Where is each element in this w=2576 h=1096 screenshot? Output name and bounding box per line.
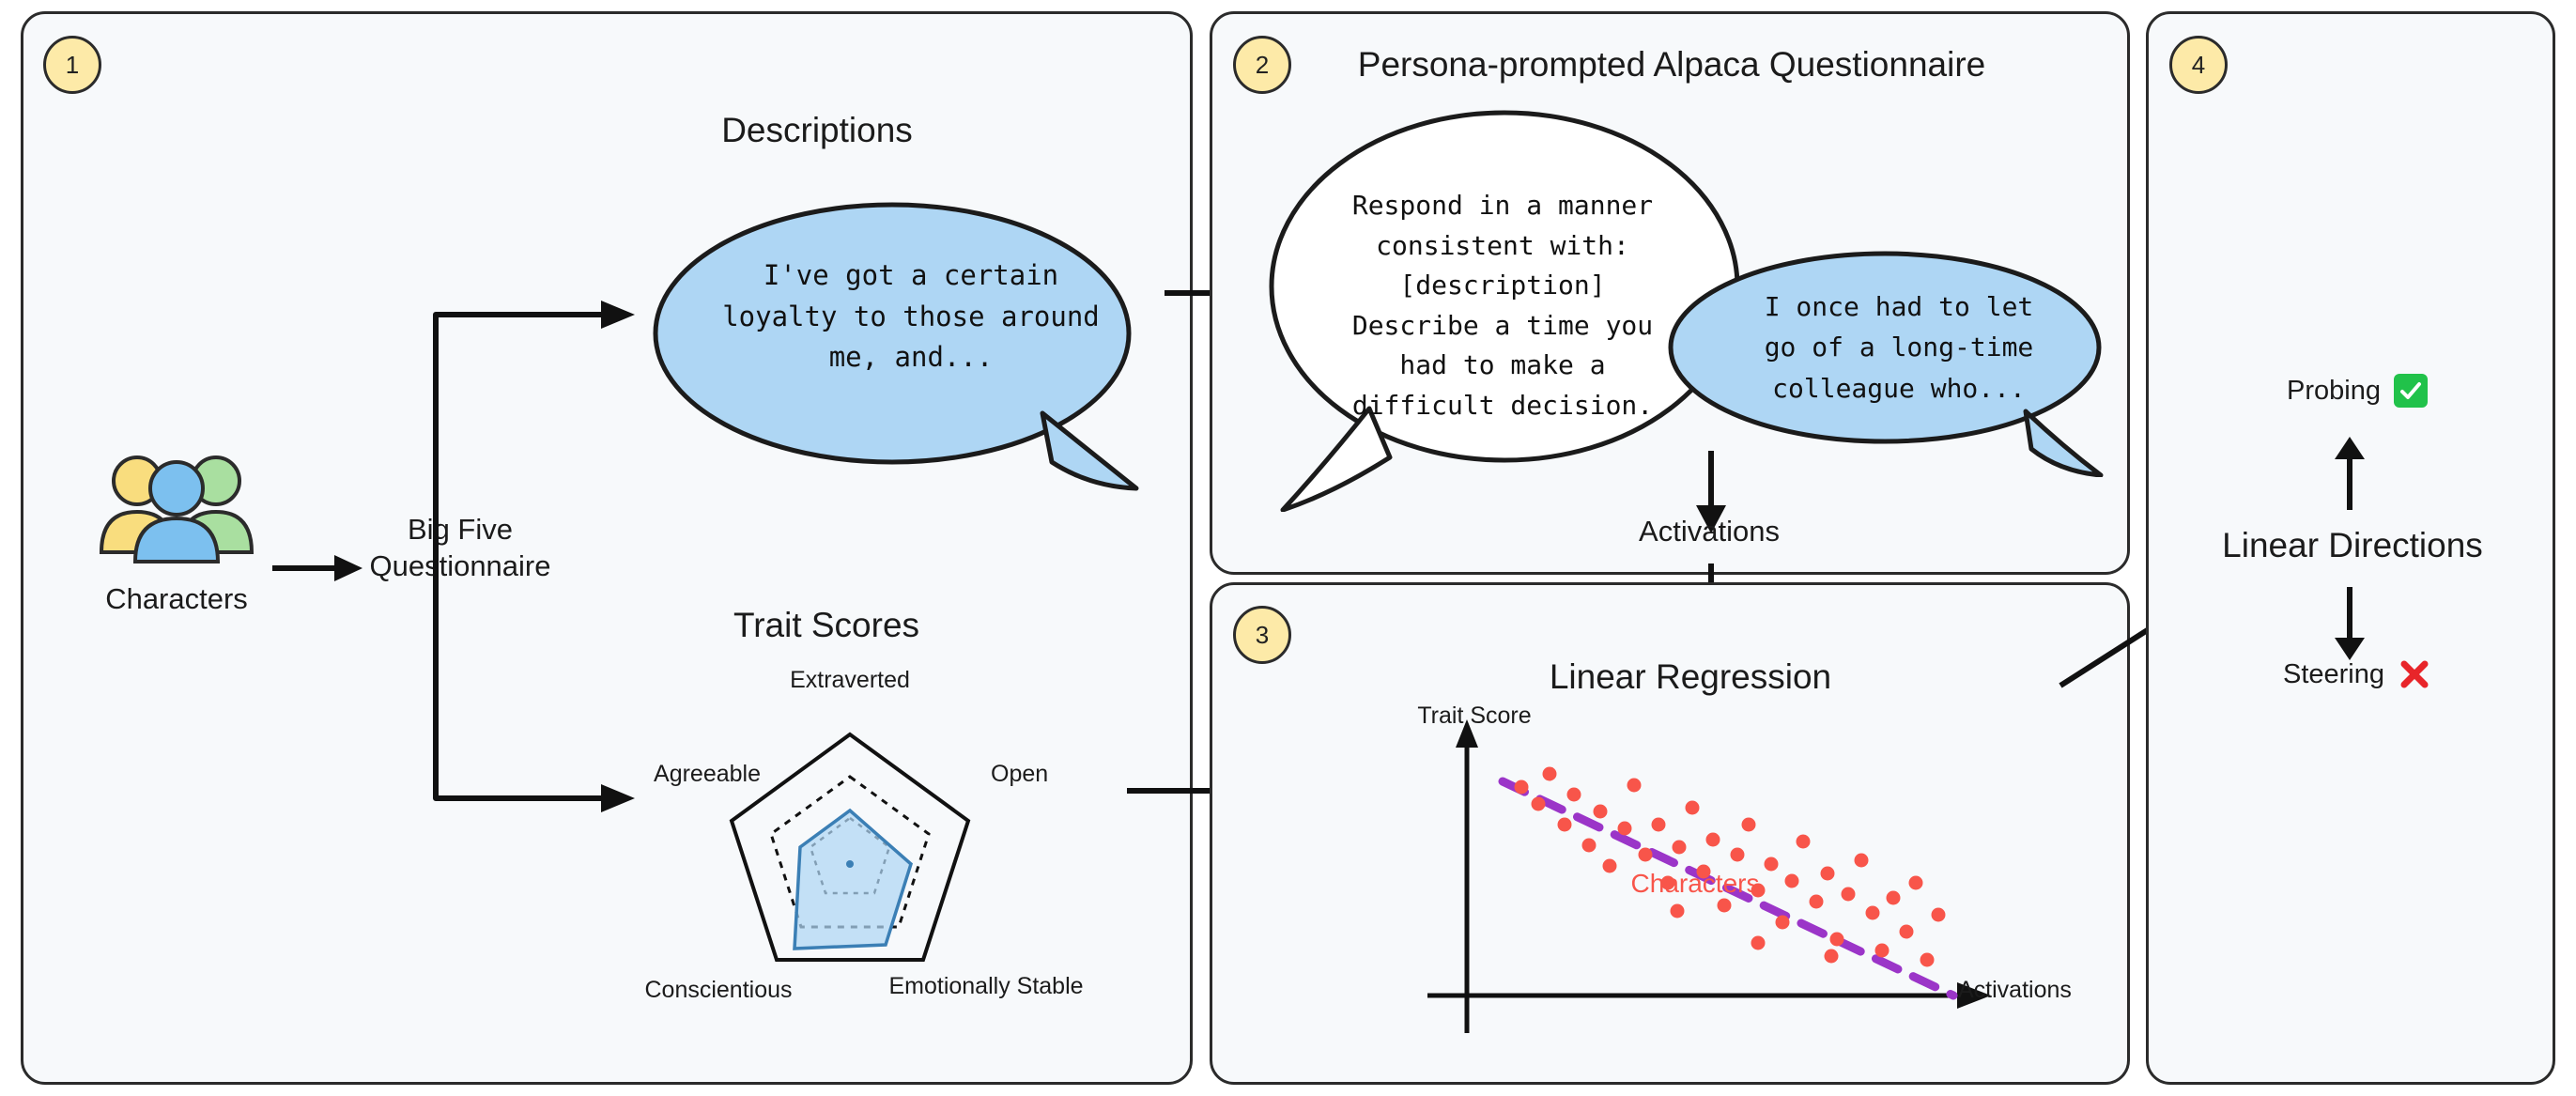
radar-axis-open: Open [991,761,1049,787]
branch-arrows [413,272,657,817]
probing-row [2216,374,2498,408]
response-line-3: colleague who... [1772,372,2026,404]
panel-1-number: 1 [43,36,101,94]
regression-series-label: Characters [1630,869,1760,898]
prompt-line-4: Describe a time you [1351,309,1654,341]
big-five-line-1: Big Five [408,513,513,546]
prompt-line-2: consistent with: [1376,229,1629,261]
arrow-to-steering [2329,587,2370,662]
linear-directions-title: Linear Directions [2222,526,2483,564]
big-five-line-2: Questionnaire [369,548,551,582]
radar-axis-agreeable: Agreeable [654,761,761,787]
prompt-line-6: difficult decision. [1351,389,1654,421]
panel-3-title: Linear Regression [1549,657,1832,696]
radar-axis-emotionally-stable-text: Emotionally Stable [888,973,1084,999]
prompt-text [1315,186,1690,425]
panel-3-number: 3 [1233,606,1291,664]
radar-axis-emotionally-stable [887,972,1085,1000]
panel-4-number: 4 [2169,36,2228,94]
steering-row [2216,657,2498,691]
characters-label: Characters [105,582,248,615]
prompt-line-1: Respond in a manner [1351,190,1654,221]
steering-label: Steering [2282,658,2384,689]
response-text [1711,286,2087,409]
panel-2-number: 2 [1233,36,1291,94]
prompt-line-3: [description] [1399,270,1606,301]
characters-icon [83,441,270,582]
arrow-to-probing [2329,437,2370,512]
descriptions-title: Descriptions [721,111,913,149]
regression-y-axis-label: Trait Score [1417,702,1532,729]
regression-x-axis-label: Activations [1958,977,2072,1003]
response-line-1: I once had to let [1764,291,2034,322]
radar-axis-conscientious: Conscientious [644,977,793,1003]
cross-mark-red-icon [2398,657,2431,691]
panel-2-title: Persona-prompted Alpaca Questionnaire [1357,45,1986,84]
response-line-2: go of a long-time [1764,332,2034,363]
check-mark-green-icon [2394,374,2428,408]
probing-label: Probing [2287,375,2381,406]
prompt-line-5: had to make a [1399,349,1606,381]
activations-label: Activations [1639,515,1780,548]
radar-axis-extraverted: Extraverted [790,667,910,693]
trait-scores-title: Trait Scores [733,606,920,644]
description-quote: I've got a certain loyalty to those around me, and... [722,259,1100,373]
